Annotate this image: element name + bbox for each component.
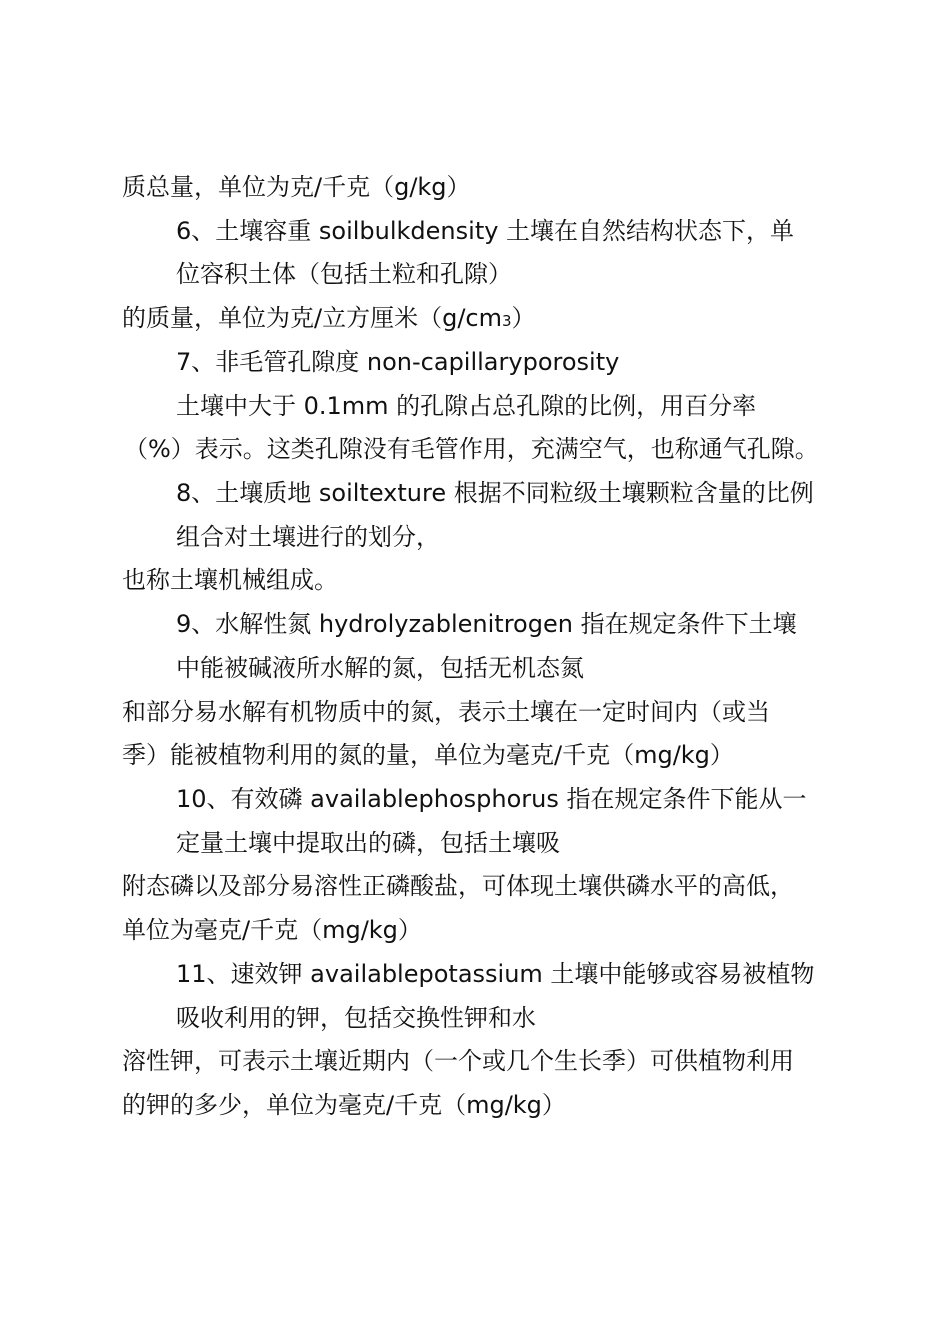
text-line: 10、有效磷 availablephosphorus 指在规定条件下能从一	[176, 785, 807, 813]
text-segment: 的质量，单位为克/立方厘米（g/cm	[122, 304, 502, 332]
text-line: 季）能被植物利用的氮的量，单位为毫克/千克（mg/kg）	[122, 741, 734, 769]
text-line: 附态磷以及部分易溶性正磷酸盐，可体现土壤供磷水平的高低，	[122, 872, 794, 900]
text-line: 土壤中大于 0.1mm 的孔隙占总孔隙的比例，用百分率	[176, 392, 757, 420]
text-line: 质总量，单位为克/千克（g/kg）	[122, 173, 471, 201]
text-line: 位容积土体（包括土粒和孔隙）	[176, 260, 512, 288]
text-line: 8、土壤质地 soiltexture 根据不同粒级土壤颗粒含量的比例	[176, 479, 814, 507]
text-line: 溶性钾，可表示土壤近期内（一个或几个生长季）可供植物利用	[122, 1047, 794, 1075]
superscript-unit: 3	[501, 312, 512, 330]
text-line: 和部分易水解有机物质中的氮，表示土壤在一定时间内（或当	[122, 698, 770, 726]
text-line: 9、水解性氮 hydrolyzablenitrogen 指在规定条件下土壤	[176, 610, 797, 638]
text-line: 组合对土壤进行的划分，	[176, 523, 440, 551]
text-line: 11、速效钾 availablepotassium 土壤中能够或容易被植物	[176, 960, 815, 988]
text-line: 7、非毛管孔隙度 non-capillaryporosity	[176, 348, 620, 376]
text-line: 也称土壤机械组成。	[122, 566, 338, 594]
text-line: 的钾的多少，单位为毫克/千克（mg/kg）	[122, 1091, 566, 1119]
text-line: 中能被碱液所水解的氮，包括无机态氮	[176, 654, 584, 682]
text-line	[122, 303, 536, 333]
text-line: （%）表示。这类孔隙没有毛管作用，充满空气，也称通气孔隙。	[124, 435, 819, 463]
text-segment: ）	[511, 304, 536, 332]
text-line: 定量土壤中提取出的磷，包括土壤吸	[176, 829, 560, 857]
text-line: 吸收利用的钾，包括交换性钾和水	[176, 1004, 536, 1032]
text-line: 6、土壤容重 soilbulkdensity 土壤在自然结构状态下，单	[176, 217, 795, 245]
text-line: 单位为毫克/千克（mg/kg）	[122, 916, 422, 944]
